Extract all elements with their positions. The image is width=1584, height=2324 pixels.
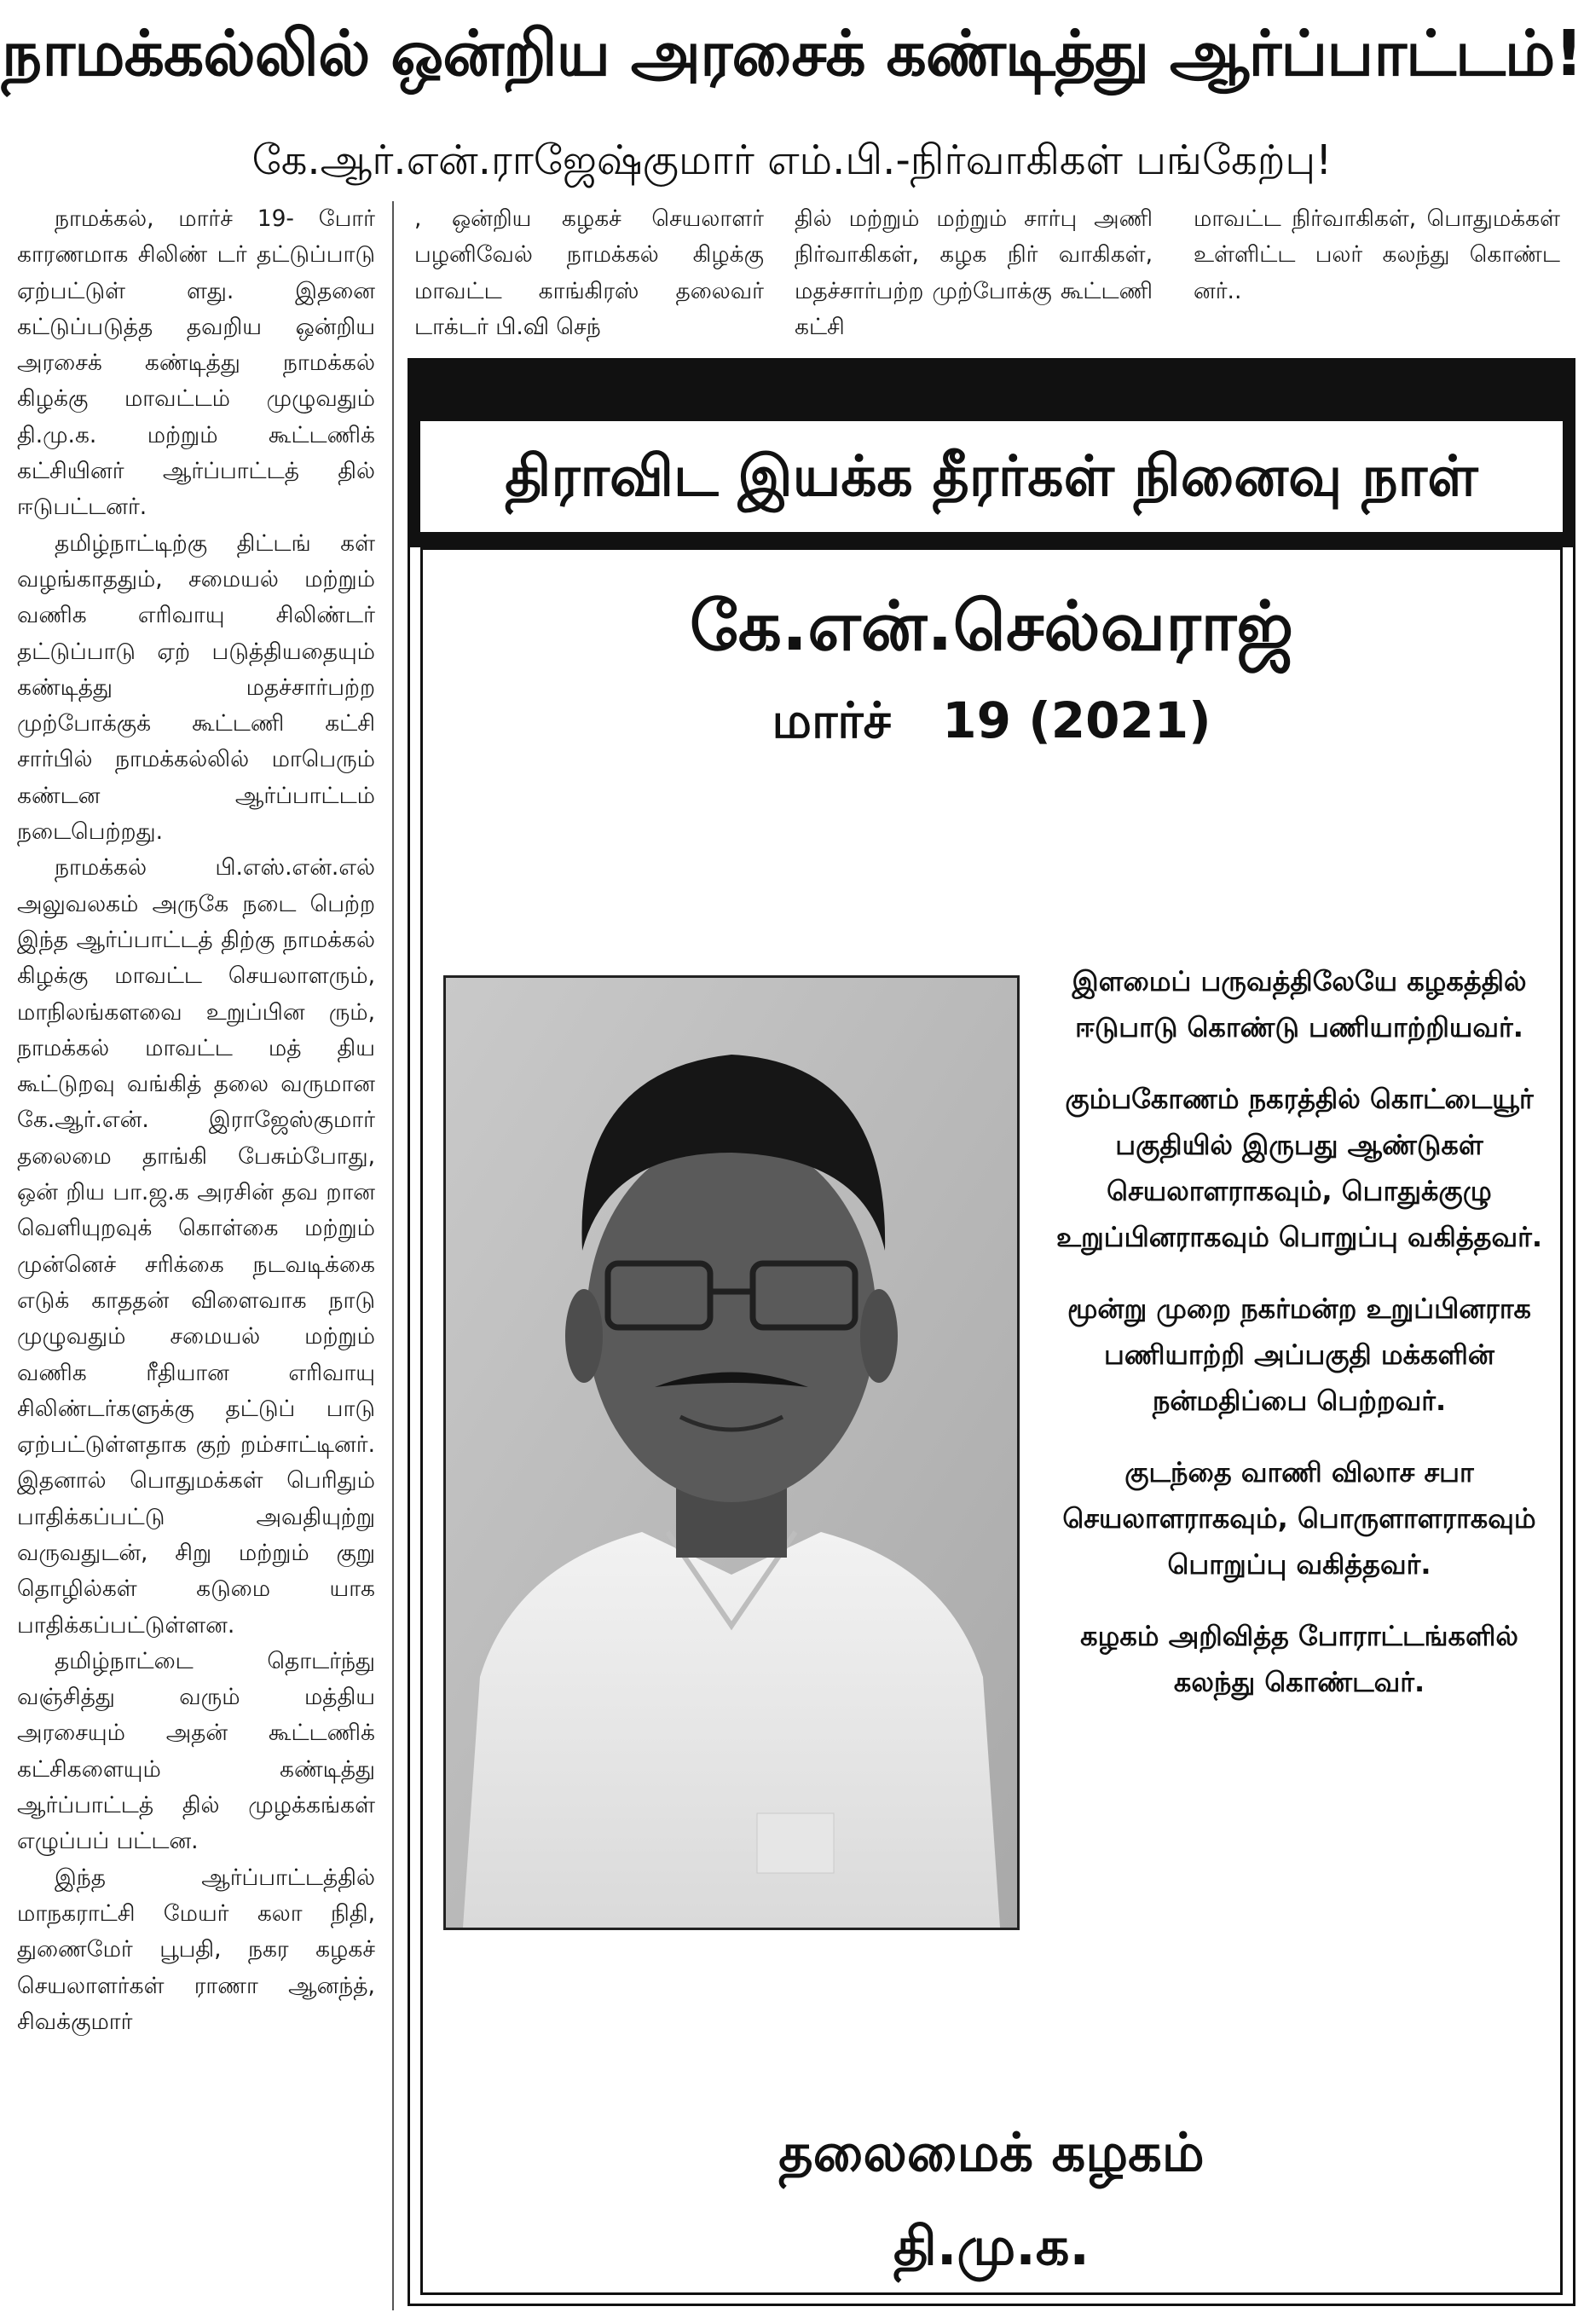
bio-paragraph: மூன்று முறை நகர்மன்ற உறுப்பினராக பணியாற்றி அப்பகுதி மக்களின் நன்மதிப்பை பெற்றவர். [1067,1292,1532,1417]
memorial-ad-title: திராவிட இயக்க தீரர்கள் நினைவு நாள் [420,421,1563,532]
signoff [420,2106,1563,2293]
article-column-1 [17,201,375,2315]
bio-paragraph: கும்பகோணம் நகரத்தில் கொட்டையூர் பகுதியில் இருபது ஆண்டுகள் செயலாளராகவும், பொதுக்குழு உறுப்பினராகவும் பொறுப்பு வகித்தவர். [1055,1083,1543,1253]
article-paragraph: இந்த ஆர்ப்பாட்டத்தில் மாநகராட்சி மேயர் கலா நிதி, துணைமேர் பூபதி, நகர கழகச் செயலாளர்கள் ராணா ஆனந்த், சிவக்குமார் [17,1864,375,2035]
article-paragraph: நாமக்கல் பி.எஸ்.என்.எல் அலுவலகம் அருகே நடை பெற்ற இந்த ஆர்ப்பாட்டத் திற்கு நாமக்கல் கிழக்கு மாவட்ட செயலாளரும், மாநிலங்களவை உறுப்பின ரும், நாமக்கல் மாவட்ட மத் திய கூட்டுறவு வங்கித் தலை வருமான கே.ஆர்.என். இராஜேஸ்குமார் தலைமை தாங்கி பேசும்போது, ஒன் றிய பா.ஜ.க அரசின் தவ றான வெளியுறவுக் கொள்கை மற்றும் முன்னெச் சரிக்கை நடவடிக்கை எடுக் காததன் விளைவாக நாடு முழுவதும் சமையல் மற்றும் வணிக ரீதியான எரிவாயு சிலிண்டர்களுக்கு தட்டுப் பாடு ஏற்பட்டுள்ளதாக குற் றம்சாட்டினர். இதனால் பொதுமக்கள் பெரிதும் பாதிக்கப்பட்டு அவதியுற்று வருவதுடன், சிறு மற்றும் குறு தொழில்கள் கடுமை யாக பாதிக்கப்பட்டுள்ளன. [17,854,375,1639]
person-name: கே.என்.செல்வராஜ் [689,587,1294,666]
subheadline: கே.ஆர்.என்.ராஜேஷ்குமார் எம்.பி.-நிர்வாகிகள் பங்கேற்பு! [251,136,1333,184]
bio-paragraph: குடந்தை வாணி விலாச சபா செயலாளராகவும், பொருளாளராகவும் பொறுப்பு வகித்தவர். [1062,1456,1536,1581]
article-column-2 [414,201,764,346]
article-column-3 [795,201,1153,346]
article-paragraph: தமிழ்நாட்டிற்கு திட்டங் கள் வழங்காததும், சமையல் மற்றும் வணிக எரிவாயு சிலிண்டர் தட்டுப்பாடு ஏற் படுத்தியதையும் கண்டித்து மதச்சார்பற்ற முற்போக்குக் கூட்டணி கட்சி சார்பில் நாமக்கல்லில் மாபெரும் கண்டன ஆர்ப்பாட்டம் நடைபெற்றது. [17,529,375,846]
signoff-party: தி.மு.க. [893,2215,1090,2277]
article-paragraph: நாமக்கல், மார்ச் 19- போர் காரணமாக சிலிண் டர் தட்டுப்பாடு ஏற்பட்டுள் ளது. இதனை கட்டுப்படுத்த தவறிய ஒன்றிய அரசைக் கண்டித்து நாமக்கல் கிழக்கு மாவட்டம் முழுவதும் தி.மு.க. மற்றும் கூட்டணிக் கட்சியினர் ஆர்ப்பாட்டத் தில் ஈடுபட்டனர். [17,205,375,521]
memorial-date: மார்ச் 19 (2021) [772,691,1211,749]
article-paragraph: மாவட்ட நிர்வாகிகள், பொதுமக்கள் உள்ளிட்ட பலர் கலந்து கொண்ட னர்.. [1194,205,1560,304]
article-paragraph: தில் மற்றும் மற்றும் சார்பு அணி நிர்வாகிகள், கழக நிர் வாகிகள், மதச்சார்பற்ற முற்போக்கு கூட்டணி கட்சி [795,205,1153,340]
memorial-bio [1043,958,1555,1731]
article-paragraph: தமிழ்நாட்டை தொடர்ந்து வஞ்சித்து வரும் மத்திய அரசையும் அதன் கூட்டணிக் கட்சிகளையும் கண்டித்து ஆர்ப்பாட்டத் தில் முழக்கங்கள் எழுப்பப் பட்டன. [17,1647,375,1855]
article-column-4 [1194,201,1560,346]
article-paragraph: , ஒன்றிய கழகச் செயலாளர் பழனிவேல் நாமக்கல் கிழக்கு மாவட்ட காங்கிரஸ் தலைவர் டாக்டர் பி.வி செந் [414,205,764,340]
signoff-organization: தலைமைக் கழகம் [778,2121,1205,2183]
bio-paragraph: இளமைப் பருவத்திலேயே கழகத்தில் ஈடுபாடு கொண்டு பணியாற்றியவர். [1072,965,1527,1043]
portrait-photo [443,975,1020,1930]
headline: நாமக்கல்லில் ஒன்றிய அரசைக் கண்டித்து ஆர்ப்பாட்டம்! [1,17,1583,90]
bio-paragraph: கழகம் அறிவித்த போராட்டங்களில் கலந்து கொண்டவர். [1080,1620,1518,1698]
portrait-illustration [446,978,1017,1928]
column-divider [392,201,394,2310]
